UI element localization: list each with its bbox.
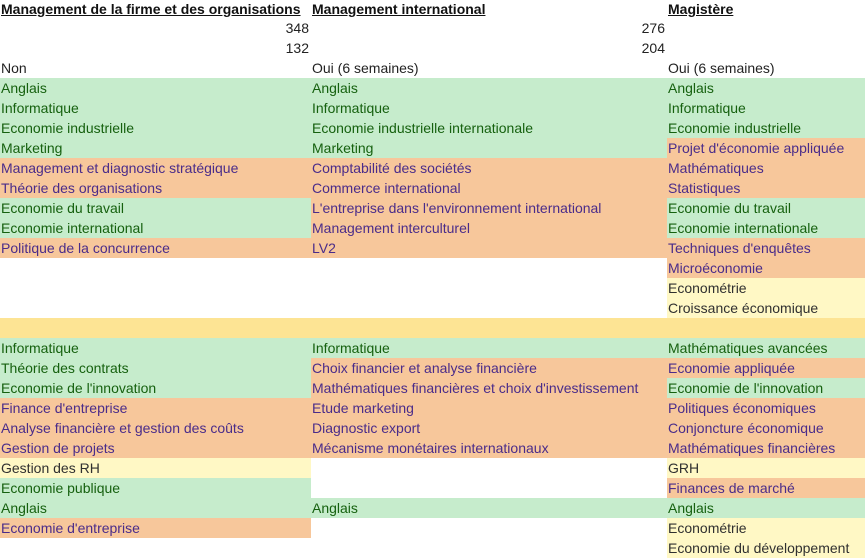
course-cell[interactable]: Econométrie [667, 278, 865, 298]
course-cell[interactable]: Mécanisme monétaires internationaux [311, 438, 667, 458]
empty-cell[interactable] [667, 38, 865, 58]
course-cell[interactable]: Management et diagnostic stratégique [0, 158, 311, 178]
empty-cell[interactable] [667, 18, 865, 38]
internship-cell[interactable]: Oui (6 semaines) [312, 60, 419, 76]
header-row [0, 0, 865, 18]
header-management-firme[interactable]: Management de la firme et des organisations [1, 1, 301, 17]
stat-cell[interactable]: 276 [641, 20, 665, 36]
course-cell[interactable]: Management interculturel [311, 218, 667, 238]
stat-cell[interactable]: 132 [285, 40, 309, 56]
course-cell[interactable]: Economie industrielle internationale [311, 118, 667, 138]
course-cell[interactable]: Anglais [0, 498, 311, 518]
course-cell[interactable]: Informatique [311, 98, 667, 118]
course-cell[interactable]: Conjoncture économique [667, 418, 865, 438]
course-cell[interactable]: Economie du travail [667, 198, 865, 218]
course-cell[interactable]: Projet d'économie appliquée [667, 138, 865, 158]
course-cell[interactable]: Commerce international [311, 178, 667, 198]
course-cell[interactable]: Economie du travail [0, 198, 311, 218]
course-cell[interactable]: Finance d'entreprise [0, 398, 311, 418]
course-cell[interactable]: GRH [667, 458, 865, 478]
header-management-international[interactable]: Management international [312, 1, 486, 17]
empty-cell[interactable] [311, 478, 667, 498]
course-cell[interactable]: Politique de la concurrence [0, 238, 311, 258]
divider-row [0, 318, 865, 338]
course-cell[interactable]: Diagnostic export [311, 418, 667, 438]
course-cell[interactable]: Informatique [0, 338, 311, 358]
course-cell[interactable]: Mathématiques financières [667, 438, 865, 458]
course-cell[interactable]: Econométrie [667, 518, 865, 538]
course-cell[interactable]: Anglais [311, 498, 667, 518]
empty-cell[interactable] [0, 278, 311, 298]
header-magistere[interactable]: Magistère [668, 1, 734, 17]
empty-cell[interactable] [311, 538, 667, 558]
course-cell[interactable]: Marketing [311, 138, 667, 158]
internship-cell[interactable]: Oui (6 semaines) [668, 60, 775, 76]
course-cell[interactable]: Gestion des RH [0, 458, 311, 478]
course-cell[interactable]: Economie industrielle [0, 118, 311, 138]
stats-row-2 [0, 38, 865, 58]
course-cell[interactable]: Comptabilité des sociétés [311, 158, 667, 178]
course-cell[interactable]: Economie publique [0, 478, 311, 498]
course-cell[interactable]: Marketing [0, 138, 311, 158]
course-cell[interactable]: Economie de l'innovation [0, 378, 311, 398]
course-cell[interactable]: Théorie des contrats [0, 358, 311, 378]
empty-cell[interactable] [0, 258, 311, 278]
course-cell[interactable]: Croissance économique [667, 298, 865, 318]
course-cell[interactable]: Finances de marché [667, 478, 865, 498]
course-cell[interactable]: Economie industrielle [667, 118, 865, 138]
course-cell[interactable]: Analyse financière et gestion des coûts [0, 418, 311, 438]
course-cell[interactable]: Anglais [667, 78, 865, 98]
course-cell[interactable]: Etude marketing [311, 398, 667, 418]
course-cell[interactable]: Techniques d'enquêtes [667, 238, 865, 258]
course-cell[interactable]: Théorie des organisations [0, 178, 311, 198]
course-cell[interactable]: Economie appliquée [667, 358, 865, 378]
course-cell[interactable]: Economie international [0, 218, 311, 238]
course-cell[interactable]: Anglais [311, 78, 667, 98]
empty-cell[interactable] [311, 298, 667, 318]
course-cell[interactable]: L'entreprise dans l'environnement international [311, 198, 667, 218]
stat-cell[interactable]: 348 [285, 20, 309, 36]
empty-cell[interactable] [311, 518, 667, 538]
course-cell[interactable]: Informatique [311, 338, 667, 358]
empty-cell[interactable] [311, 258, 667, 278]
course-cell[interactable]: Economie du développement [667, 538, 865, 558]
course-cell[interactable]: Informatique [0, 98, 311, 118]
stats-row-1 [0, 18, 865, 38]
empty-cell[interactable] [311, 458, 667, 478]
course-cell[interactable]: Economie internationale [667, 218, 865, 238]
course-cell[interactable]: Anglais [0, 78, 311, 98]
course-cell[interactable]: Gestion de projets [0, 438, 311, 458]
course-cell[interactable]: Politiques économiques [667, 398, 865, 418]
section-divider [0, 318, 865, 338]
course-cell[interactable]: Economie de l'innovation [667, 378, 865, 398]
internship-cell[interactable]: Non [1, 60, 27, 76]
empty-cell[interactable] [0, 538, 311, 558]
course-cell[interactable]: Anglais [667, 498, 865, 518]
course-cell[interactable]: Informatique [667, 98, 865, 118]
empty-cell[interactable] [311, 278, 667, 298]
course-cell[interactable]: Mathématiques avancées [667, 338, 865, 358]
course-cell[interactable]: Mathématiques financières et choix d'investissement [311, 378, 667, 398]
internship-row [0, 58, 865, 78]
stat-cell[interactable]: 204 [641, 40, 665, 56]
course-cell[interactable]: Choix financier et analyse financière [311, 358, 667, 378]
course-cell[interactable]: Mathématiques [667, 158, 865, 178]
empty-cell[interactable] [0, 298, 311, 318]
course-cell[interactable]: Economie d'entreprise [0, 518, 311, 538]
course-cell[interactable]: Statistiques [667, 178, 865, 198]
course-cell[interactable]: Microéconomie [667, 258, 865, 278]
course-cell[interactable]: LV2 [311, 238, 667, 258]
